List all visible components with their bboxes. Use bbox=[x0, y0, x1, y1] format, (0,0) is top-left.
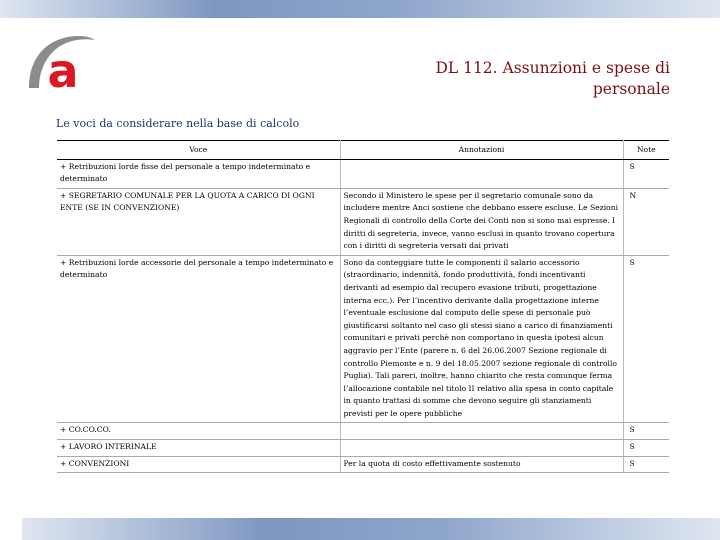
slide-title-line1: DL 112. Assunzioni e spese di bbox=[435, 59, 670, 77]
header-voce: Voce bbox=[57, 141, 340, 160]
top-decorative-band bbox=[0, 0, 720, 18]
table-row bbox=[57, 423, 669, 440]
table-header-row bbox=[57, 141, 669, 160]
cell-note: S bbox=[623, 456, 669, 473]
cell-voce: + Retribuzioni lorde fisse del personale a tempo indeterminato e determinato bbox=[57, 159, 340, 188]
cell-voce: + CO.CO.CO. bbox=[57, 423, 340, 440]
cell-note: S bbox=[623, 423, 669, 440]
table-row bbox=[57, 159, 669, 188]
cell-annotazioni: Secondo il Ministero le spese per il segretario comunale sono da includere mentre Anci sostiene che debbano essere escluse. Le Sezioni Regionali di controllo della Corte dei Conti non si sono mai espresse. I diritti di segreteria, invece, vanno esclusi in quanto trovano copertura con i diritti di segreteria versati dai privati bbox=[340, 188, 623, 255]
cell-voce: + LAVORO INTERINALE bbox=[57, 440, 340, 457]
cell-annotazioni bbox=[340, 440, 623, 457]
slide-title-line2: personale bbox=[592, 80, 670, 98]
cell-annotazioni bbox=[340, 159, 623, 188]
cell-voce: + SEGRETARIO COMUNALE PER LA QUOTA A CARICO DI OGNI ENTE (SE IN CONVENZIONE) bbox=[57, 188, 340, 255]
header-note: Note bbox=[623, 141, 669, 160]
cell-annotazioni: Per la quota di costo effettivamente sostenuto bbox=[340, 456, 623, 473]
table-row bbox=[57, 255, 669, 423]
cell-annotazioni: Sono da conteggiare tutte le componenti il salario accessorio (straordinario, indennità, fondo produttività, fondi incentivanti derivanti ad esempio dal recupero evasione tributi, progettazione interna ecc.). Per l’incentivo derivante dalla progettazione interne l’eventuale esclusione dal computo delle spese di personale può giustificarsi soltanto nel caso gli stessi siano a carico di finanziamenti comunitari e privati perchè non comportano in questa ipotesi alcun aggravio per l’Ente (parere n. 6 del 26.06.2007 Sezione regionale di controllo Piemonte e n. 9 del 18.05.2007 sezione regionale di controllo Puglia). Tali pareri, inoltre, hanno chiarito che resta comunque ferma l’allocazione contabile nel titolo II relativo alla spesa in conto capitale in quanto trattasi di somme che devono seguire gli stanziamenti previsti per le opere pubbliche bbox=[340, 255, 623, 423]
slide-title bbox=[350, 58, 670, 100]
cell-note: S bbox=[623, 255, 669, 423]
table-row bbox=[57, 188, 669, 255]
cell-note: S bbox=[623, 159, 669, 188]
cell-annotazioni bbox=[340, 423, 623, 440]
logo-icon bbox=[25, 32, 97, 90]
table-row bbox=[57, 440, 669, 457]
cell-note: S bbox=[623, 440, 669, 457]
table-row bbox=[57, 456, 669, 473]
bottom-decorative-band bbox=[22, 518, 720, 540]
cell-voce: + CONVENZIONI bbox=[57, 456, 340, 473]
cell-voce: + Retribuzioni lorde accessorie del personale a tempo indeterminato e determinato bbox=[57, 255, 340, 423]
cell-note: N bbox=[623, 188, 669, 255]
cost-items-table bbox=[57, 140, 669, 473]
header-annotazioni: Annotazioni bbox=[340, 141, 623, 160]
svg-text:a: a bbox=[47, 44, 79, 90]
section-subtitle: Le voci da considerare nella base di calcolo bbox=[56, 117, 300, 130]
